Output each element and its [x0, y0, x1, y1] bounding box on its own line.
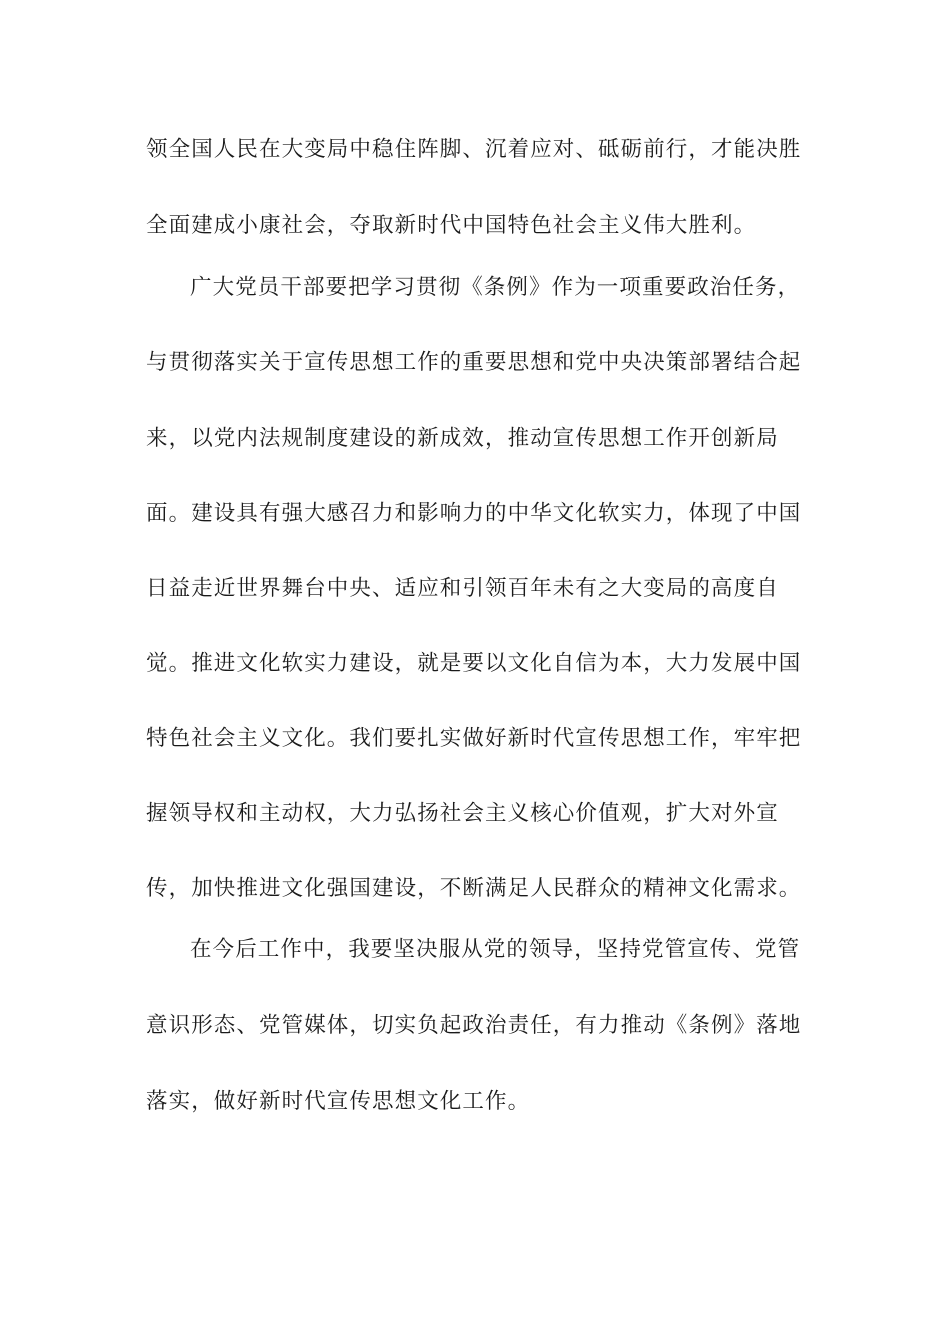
text-line: 全面建成小康社会，夺取新时代中国特色社会主义伟大胜利。 [146, 213, 757, 238]
text-line: 意识形态、党管媒体，切实负起政治责任，有力推动《条例》落地 [146, 1013, 802, 1038]
text-line: 与贯彻落实关于宣传思想工作的重要思想和党中央决策部署结合起 [146, 350, 802, 375]
text-line: 特色社会主义文化。我们要扎实做好新时代宣传思想工作，牢牢把 [146, 726, 802, 751]
text-line: 握领导权和主动权，大力弘扬社会主义核心价值观，扩大对外宣 [146, 801, 779, 826]
text-line: 面。建设具有强大感召力和影响力的中华文化软实力，体现了中国 [146, 501, 802, 526]
text-line: 落实，做好新时代宣传思想文化工作。 [146, 1089, 531, 1114]
paragraph-start-line: 在今后工作中，我要坚决服从党的领导，坚持党管宣传、党管 [190, 937, 801, 962]
text-line: 觉。推进文化软实力建设，就是要以文化自信为本，大力发展中国 [146, 651, 802, 676]
text-line: 来，以党内法规制度建设的新成效，推动宣传思想工作开创新局 [146, 426, 779, 451]
text-line: 日益走近世界舞台中央、适应和引领百年未有之大变局的高度自 [146, 576, 779, 601]
text-line: 领全国人民在大变局中稳住阵脚、沉着应对、砥砺前行，才能决胜 [146, 137, 802, 162]
text-line: 传，加快推进文化强国建设，不断满足人民群众的精神文化需求。 [146, 876, 802, 901]
paragraph-start-line: 广大党员干部要把学习贯彻《条例》作为一项重要政治任务， [190, 275, 801, 300]
